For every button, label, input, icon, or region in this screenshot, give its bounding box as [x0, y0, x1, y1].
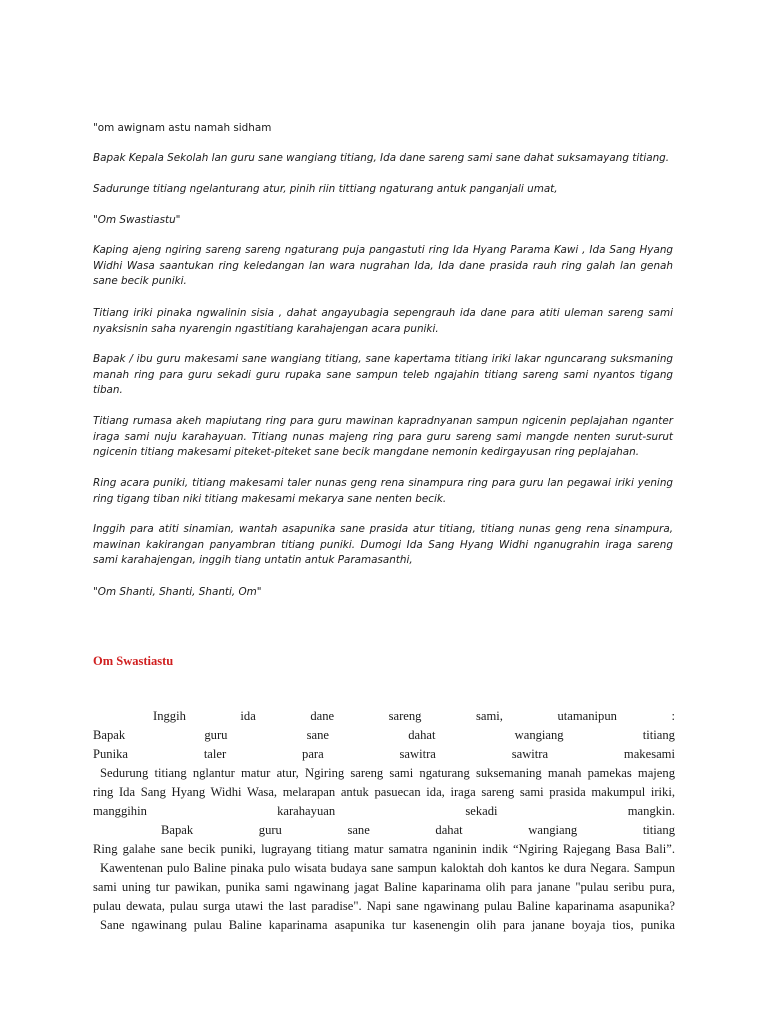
invocation-line: "om awignam astu namah sidham: [93, 122, 272, 134]
speech-line-2: Bapak guru sane dahat wangiang titiang: [93, 728, 675, 742]
speech-line-6: manggihin karahayuan sekadi mangkin.: [93, 804, 675, 818]
speech-line-4: Sedurung titiang nglantur matur atur, Ngiring sareng sami ngaturang suksemaning manah pamekas majeng: [100, 766, 675, 780]
speech-line-9: Kawentenan pulo Baline pinaka pulo wisata budaya sane sampun kaloktah doh kantos ke dura Negara. Sampun: [100, 861, 675, 875]
section-heading: Om Swastiastu: [93, 654, 174, 668]
speech-line-5: ring Ida Sang Hyang Widhi Wasa, melarapan antuk pasuecan ida, iraga sareng sami prasida makumpul iriki,: [93, 785, 675, 799]
paragraph-teachers: Bapak / ibu guru makesami sane wangiang titiang, sane kapertama titiang iriki lakar nguncarang suksmaning manah ring para guru sekadi guru rupaka sane sampun teleb ngajahin titiang sareng sami nyantos tigang tiban.: [93, 353, 673, 396]
speech-line-3: Punika taler para sawitra sawitra makesami: [93, 747, 675, 761]
paragraph-gratitude: Kaping ajeng ngiring sareng sareng ngaturang puja pangastuti ring Ida Hyang Parama Kawi , Ida Sang Hyang Widhi Wasa saantukan ring keledangan lan wara nugrahan Ida, Ida dane prasida rauh ring galah lan genah sane becik puniki.: [93, 244, 673, 287]
speech-line-12: Sane ngawinang pulau Baline kaparinama asapunika tur kasenengin olih para janane boyaja tios, punika: [100, 918, 675, 932]
closing-mantra: "Om Shanti, Shanti, Shanti, Om": [93, 586, 262, 598]
paragraph-closing: Inggih para atiti sinamian, wantah asapunika sane prasida atur titiang, titiang nunas geng rena sinampura, mawinan kakirangan panyambran titiang puniki. Dumogi Ida Sang Hyang Widhi nganugrahin iraga sareng sami karahajengan, inggih tiang untatin antuk Paramasanthi,: [93, 523, 673, 566]
paragraph-preface: Sadurunge titiang ngelanturang atur, pinih riin tittiang ngaturang antuk panganjali umat,: [93, 183, 558, 195]
greeting-line: "Om Swastiastu": [93, 214, 181, 226]
paragraph-debt: Titiang rumasa akeh mapiutang ring para guru mawinan kapradnyanan sampun ngicenin peplajahan nganter iraga sami nuju karahayuan. Titiang nunas majeng ring para guru sareng sami mangde nenten surut-surut ngicenin titiang makesami piteket-piteket sane becik mangdane nemonin kedirgayusan ring peplajahan.: [93, 415, 673, 458]
speech-line-7: Bapak guru sane dahat wangiang titiang: [161, 823, 675, 837]
speech-line-1: Inggih ida dane sareng sami, utamanipun :: [153, 709, 675, 723]
paragraph-welcome: Titiang iriki pinaka ngwalinin sisia , dahat angayubagia sepengrauh ida dane para atiti uleman sareng sami nyaksisnin saha nyarengin ngastitiang karahajengan acara puniki.: [93, 307, 673, 335]
speech-line-10: sami uning tur pawikan, punika sami ngawinang jagat Baline kaparinama olih para janane "pulau seribu pura,: [93, 880, 675, 894]
speech-line-8: Ring galahe sane becik puniki, lugrayang titiang matur samatra nganinin indik “Ngiring Rajegang Basa Bali”.: [93, 842, 675, 856]
paragraph-apology: Ring acara puniki, titiang makesami taler nunas geng rena sinampura ring para guru lan pegawai iriki yening ring tigang tiban niki titiang makesami mekarya sane nenten becik.: [93, 477, 673, 505]
speech-line-11: pulau dewata, pulau surga utawi the last paradise". Napi sane ngawinang pulau Baline kaparinama asapunika?: [93, 899, 675, 913]
paragraph-address: Bapak Kepala Sekolah lan guru sane wangiang titiang, Ida dane sareng sami sane dahat suksamayang titiang.: [93, 152, 670, 164]
